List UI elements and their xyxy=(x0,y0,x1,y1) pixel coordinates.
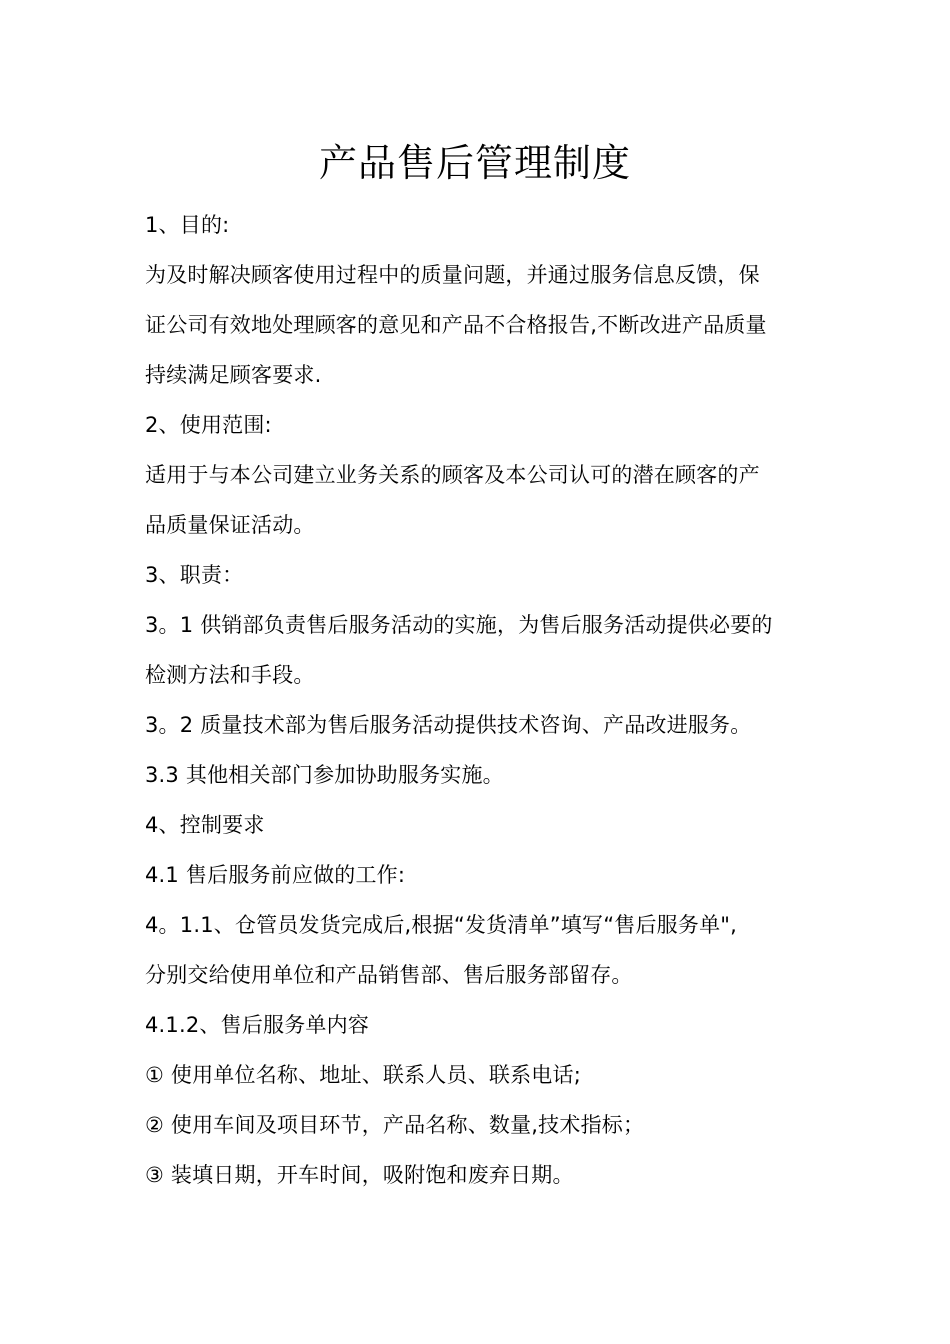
paragraph-line: 品质量保证活动。 xyxy=(145,513,315,537)
section-heading-control-requirements: 4、控制要求 xyxy=(145,813,265,837)
paragraph-line: 检测方法和手段。 xyxy=(145,663,315,687)
paragraph-line: 适用于与本公司建立业务关系的顾客及本公司认可的潜在顾客的产 xyxy=(145,463,760,487)
section-heading-scope: 2、使用范围: xyxy=(145,413,272,437)
paragraph-line: 证公司有效地处理顾客的意见和产品不合格报告,不断改进产品质量 xyxy=(145,313,767,337)
list-item: ② 使用车间及项目环节，产品名称、数量,技术指标； xyxy=(145,1113,645,1137)
subsection-heading: 4.1 售后服务前应做的工作: xyxy=(145,863,406,887)
subsection-heading: 4.1.2、售后服务单内容 xyxy=(145,1013,370,1037)
paragraph-line: 分别交给使用单位和产品销售部、售后服务部留存。 xyxy=(145,963,633,987)
paragraph-line: 为及时解决顾客使用过程中的质量问题，并通过服务信息反馈，保 xyxy=(145,263,760,287)
paragraph-line: 持续满足顾客要求. xyxy=(145,363,322,387)
paragraph-line: 3。2 质量技术部为售后服务活动提供技术咨询、产品改进服务。 xyxy=(145,713,752,737)
section-heading-purpose: 1、目的: xyxy=(145,213,230,237)
paragraph-line: 3。1 供销部负责售后服务活动的实施，为售后服务活动提供必要的 xyxy=(145,613,773,637)
document-title: 产品售后管理制度 xyxy=(318,141,631,185)
document-body xyxy=(145,200,810,1200)
list-item: ① 使用单位名称、地址、联系人员、联系电话; xyxy=(145,1063,581,1087)
paragraph-line: 3.3 其他相关部门参加协助服务实施。 xyxy=(145,763,504,787)
paragraph-line: 4。1.1、仓管员发货完成后,根据“发货清单”填写“售后服务单", xyxy=(145,913,738,937)
section-heading-responsibilities: 3、职责： xyxy=(145,563,244,587)
list-item: ③ 装填日期，开车时间，吸附饱和废弃日期。 xyxy=(145,1163,574,1187)
